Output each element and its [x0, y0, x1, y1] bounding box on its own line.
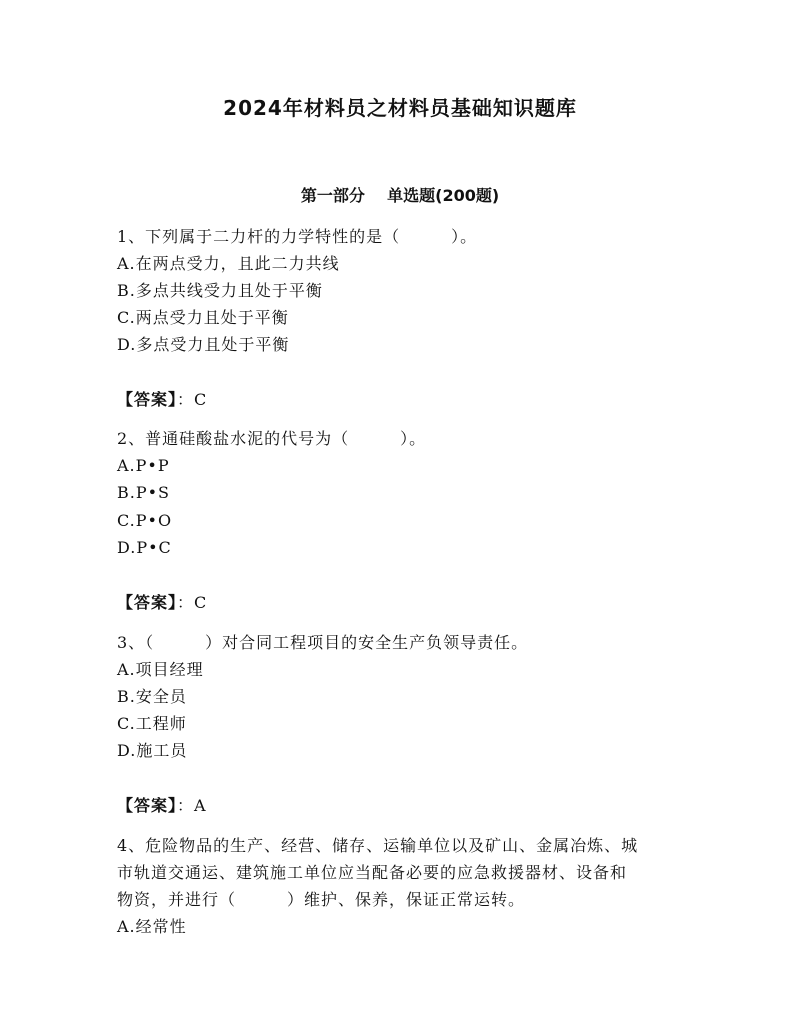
option-c: C.工程师 — [117, 714, 187, 733]
answer-label: 【答案】 — [117, 390, 178, 409]
option-a: A.经常性 — [117, 917, 187, 936]
question-stem: 2、普通硅酸盐水泥的代号为（ ）。 — [117, 429, 427, 448]
option-b: B.安全员 — [117, 687, 187, 706]
answer-label: 【答案】 — [117, 593, 178, 612]
answer-line — [117, 389, 207, 411]
option-d: D.多点受力且处于平衡 — [117, 335, 290, 354]
question-stem-line-1: 4、危险物品的生产、经营、储存、运输单位以及矿山、金属冶炼、城 — [117, 836, 639, 855]
answer-value: ：C — [177, 390, 208, 409]
option-d: D.P•C — [117, 538, 172, 557]
document-title: 2024年材料员之材料员基础知识题库 — [223, 96, 577, 120]
option-a: A.项目经理 — [117, 660, 204, 679]
question-stem-line-2: 市轨道交通运、建筑施工单位应当配备必要的应急救援器材、设备和 — [117, 863, 628, 882]
question-stem: 3、（ ）对合同工程项目的安全生产负领导责任。 — [117, 633, 529, 652]
option-a: A.在两点受力，且此二力共线 — [117, 254, 340, 273]
answer-value: ：A — [177, 796, 207, 815]
answer-value: ：C — [177, 593, 208, 612]
answer-line — [117, 592, 207, 614]
answer-label: 【答案】 — [117, 796, 178, 815]
question-stem-line-3: 物资，并进行（ ）维护、保养，保证正常运转。 — [117, 890, 526, 909]
option-d: D.施工员 — [117, 741, 188, 760]
option-c: C.P•O — [117, 511, 173, 530]
question-stem: 1、下列属于二力杆的力学特性的是（ ）。 — [117, 227, 478, 246]
option-b: B.P•S — [117, 483, 171, 502]
option-b: B.多点共线受力且处于平衡 — [117, 281, 323, 300]
option-a: A.P•P — [117, 456, 170, 475]
answer-line — [117, 795, 207, 817]
section-heading: 第一部分 单选题(200题) — [300, 186, 500, 205]
option-c: C.两点受力且处于平衡 — [117, 308, 289, 327]
